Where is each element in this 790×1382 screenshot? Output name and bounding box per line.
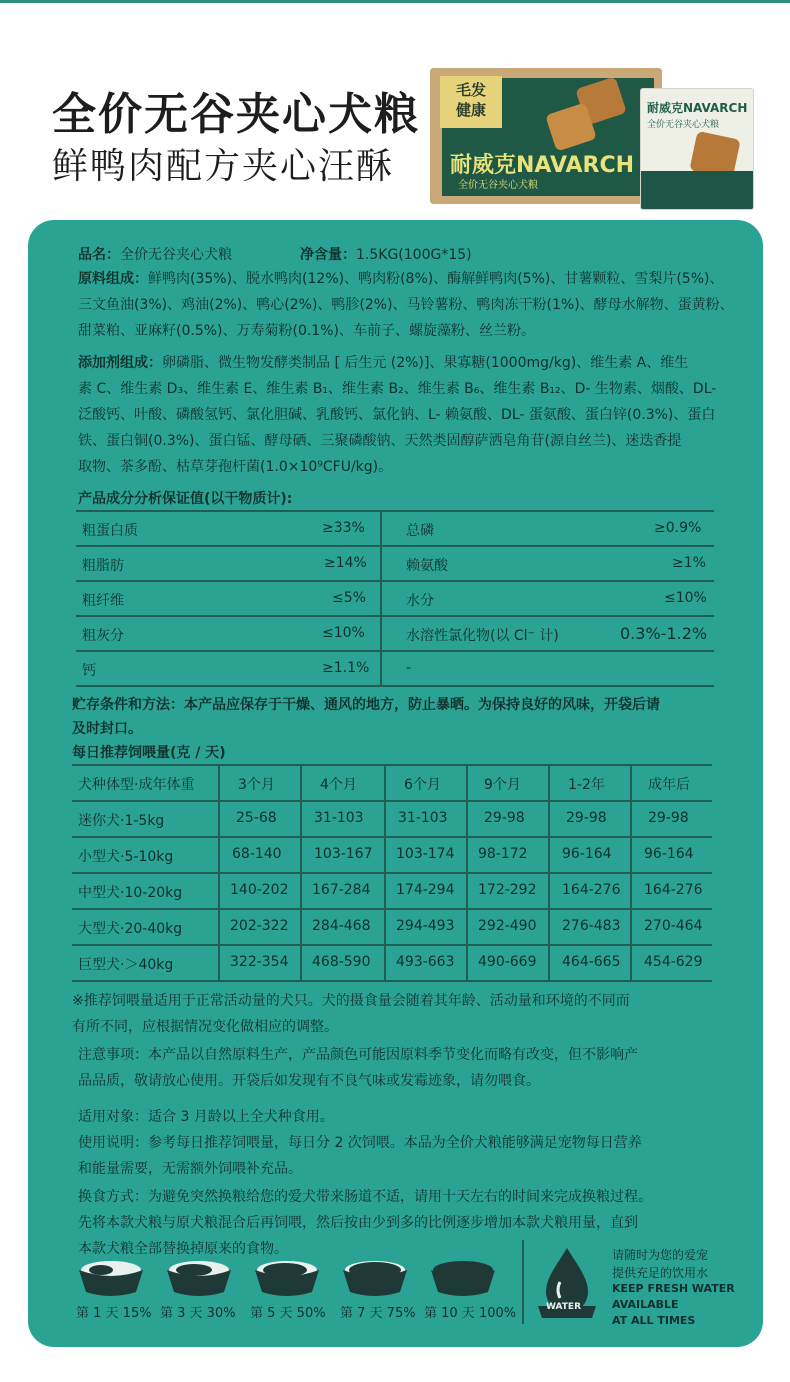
- page-subtitle: 鲜鸭肉配方夹心汪酥: [52, 146, 395, 187]
- feeding-cell: 103-174: [396, 846, 455, 862]
- product-box-image: [430, 68, 662, 204]
- bowl-icon: [252, 1258, 322, 1298]
- feeding-cell: 454-629: [644, 954, 703, 970]
- analysis-label: 粗脂肪: [82, 558, 124, 574]
- feeding-header: 3个月: [238, 777, 275, 793]
- bowl-icon: [164, 1258, 234, 1298]
- analysis-label: 水分: [406, 593, 434, 609]
- feeding-cell: 276-483: [562, 918, 621, 934]
- analysis-value: ≥14%: [324, 555, 367, 571]
- feeding-header: 犬种体型·成年体重: [78, 777, 195, 793]
- bowl-icon: [428, 1258, 498, 1298]
- analysis-value: 0.3%-1.2%: [620, 624, 708, 643]
- feeding-cell: 493-663: [396, 954, 455, 970]
- transition-day-label: 第 7 天 75%: [340, 1306, 416, 1321]
- transition-day-label: 第 1 天 15%: [76, 1306, 152, 1321]
- feeding-header: 9个月: [484, 777, 521, 793]
- ingredients-line: 原料组成：鲜鸭肉(35%)、脱水鸭肉(12%)、鸭肉粉(8%)、酶解鲜鸭肉(5%)、甘薯颗粒、雪梨片(5%)、: [78, 271, 724, 287]
- water-text: AT ALL TIMES: [612, 1314, 696, 1327]
- feeding-header: 4个月: [320, 777, 357, 793]
- target-note: 适用对象：适合 3 月龄以上全犬种食用。: [78, 1109, 334, 1125]
- feeding-cell: 68-140: [232, 846, 282, 862]
- feeding-cell: 31-103: [314, 810, 364, 826]
- ingredients-line: 甜菜粕、亚麻籽(0.5%)、万寿菊粉(0.1%)、车前子、螺旋藻粉、丝兰粉。: [78, 323, 535, 339]
- feeding-cell: 小型犬·5-10kg: [78, 849, 174, 865]
- feeding-header: 6个月: [404, 777, 441, 793]
- analysis-label: 赖氨酸: [406, 558, 448, 574]
- feeding-cell: 140-202: [230, 882, 289, 898]
- transition-note: 本款犬粮全部替换掉原来的食物。: [78, 1241, 288, 1257]
- transition-day-label: 第 3 天 30%: [160, 1306, 236, 1321]
- top-accent-line: [0, 0, 790, 3]
- usage-note: 和能量需要，无需额外饲喂补充品。: [78, 1161, 302, 1177]
- net-weight-row: 净含量：1.5KG(100G*15): [300, 247, 472, 263]
- water-text: 请随时为您的爱宠: [612, 1248, 709, 1262]
- analysis-value: ≤10%: [664, 590, 707, 606]
- analysis-value: ≥1.1%: [322, 660, 370, 676]
- feeding-note: ※推荐饲喂量适用于正常活动量的犬只。犬的摄食量会随着其年龄、活动量和环境的不同而: [72, 993, 630, 1009]
- page-title: 全价无谷夹心犬粮: [52, 89, 420, 140]
- product-bag-image: [640, 88, 754, 210]
- caution-note: 品品质，敬请放心使用。开袋后如发现有不良气味或发霉迹象，请勿喂食。: [78, 1073, 540, 1089]
- feeding-cell: 大型犬·20-40kg: [78, 921, 183, 937]
- bowl-icon: [76, 1258, 146, 1298]
- usage-note: 使用说明：参考每日推荐饲喂量，每日分 2 次饲喂。本品为全价犬粮能够满足宠物每日营养: [78, 1135, 642, 1151]
- feeding-cell: 29-98: [566, 810, 607, 826]
- analysis-label: 粗灰分: [82, 628, 124, 644]
- additives-line: 添加剂组成：卵磷脂、微生物发酵类制品 [ 后生元 (2%)]、果寡糖(1000mg/kg)、维生素 A、维生: [78, 355, 689, 371]
- analysis-label: 总磷: [406, 523, 434, 539]
- transition-day-label: 第 10 天 100%: [424, 1306, 517, 1321]
- analysis-label: 水溶性氯化物(以 Cl⁻ 计): [406, 628, 559, 644]
- product-name-row: 品名：全价无谷夹心犬粮: [78, 247, 232, 263]
- analysis-label: 粗蛋白质: [82, 523, 138, 539]
- analysis-value: ≥33%: [322, 520, 365, 536]
- analysis-label: 钙: [82, 663, 96, 679]
- feeding-cell: 464-665: [562, 954, 621, 970]
- transition-day-label: 第 5 天 50%: [250, 1306, 326, 1321]
- analysis-value: ≥0.9%: [654, 520, 702, 536]
- feeding-cell: 迷你犬·1-5kg: [78, 813, 165, 829]
- water-text: KEEP FRESH WATER: [612, 1282, 735, 1295]
- feeding-header: 成年后: [648, 777, 690, 793]
- box-brand: 耐威克NAVARCH: [450, 153, 635, 178]
- feeding-cell: 中型犬·10-20kg: [78, 885, 183, 901]
- feeding-cell: 322-354: [230, 954, 289, 970]
- feeding-cell: 468-590: [312, 954, 371, 970]
- caution-note: 注意事项：本产品以自然原料生产，产品颜色可能因原料季节变化而略有改变，但不影响产: [78, 1047, 638, 1063]
- additives-line: 铁、蛋白铜(0.3%)、蛋白锰、酵母硒、三聚磷酸钠、天然类固醇萨洒皂角苷(源自丝兰)、迷迭香提: [78, 433, 682, 449]
- feeding-cell: 174-294: [396, 882, 455, 898]
- water-text: AVAILABLE: [612, 1298, 679, 1311]
- feeding-cell: 270-464: [644, 918, 703, 934]
- water-label: WATER: [546, 1302, 582, 1312]
- analysis-title: 产品成分分析保证值(以干物质计):: [78, 491, 293, 507]
- analysis-value: ≤10%: [322, 625, 365, 641]
- additives-line: 泛酸钙、叶酸、磷酸氢钙、氯化胆碱、乳酸钙、氯化钠、L- 赖氨酸、DL- 蛋氨酸、蛋白锌(0.3%)、蛋白: [78, 407, 716, 423]
- feeding-cell: 294-493: [396, 918, 455, 934]
- feeding-cell: 292-490: [478, 918, 537, 934]
- transition-note: 换食方式：为避免突然换粮给您的爱犬带来肠道不适，请用十天左右的时间来完成换粮过程。: [78, 1189, 652, 1205]
- feeding-cell: 202-322: [230, 918, 289, 934]
- feeding-header: 1-2年: [568, 777, 605, 793]
- feeding-note: 有所不同，应根据情况变化做相应的调整。: [72, 1019, 338, 1035]
- feeding-cell: 167-284: [312, 882, 371, 898]
- analysis-label: 粗纤维: [82, 593, 124, 609]
- feeding-cell: 164-276: [562, 882, 621, 898]
- feeding-cell: 25-68: [236, 810, 277, 826]
- feeding-cell: 164-276: [644, 882, 703, 898]
- bag-brand: 耐威克NAVARCH: [647, 101, 748, 115]
- feeding-cell: 96-164: [562, 846, 612, 862]
- feeding-cell: 172-292: [478, 882, 537, 898]
- storage-line: 贮存条件和方法：本产品应保存于干燥、通风的地方，防止暴晒。为保持良好的风味，开袋后请: [72, 697, 660, 713]
- feeding-cell: 103-167: [314, 846, 373, 862]
- water-text: 提供充足的饮用水: [612, 1266, 709, 1280]
- analysis-value: ≥1%: [672, 555, 706, 571]
- divider: [522, 1240, 524, 1324]
- feeding-title: 每日推荐饲喂量(克 / 天): [72, 745, 226, 761]
- feeding-cell: 490-669: [478, 954, 537, 970]
- feeding-cell: 29-98: [484, 810, 525, 826]
- feeding-cell: 96-164: [644, 846, 694, 862]
- additives-line: 素 C、维生素 D₃、维生素 E、维生素 B₁、维生素 B₂、维生素 B₆、维生素 B₁₂、D- 生物素、烟酸、DL-: [78, 381, 717, 397]
- additives-line: 取物、茶多酚、枯草芽孢杆菌(1.0×10⁹CFU/kg)。: [78, 459, 393, 475]
- analysis-label: -: [406, 660, 412, 676]
- transition-note: 先将本款犬粮与原犬粮混合后再饲喂，然后按由少到多的比例逐步增加本款犬粮用量，直到: [78, 1215, 638, 1231]
- analysis-value: ≤5%: [332, 590, 366, 606]
- feeding-cell: 31-103: [398, 810, 448, 826]
- ingredients-line: 三文鱼油(3%)、鸡油(2%)、鸭心(2%)、鸭胗(2%)、马铃薯粉、鸭肉冻干粉(1%)、酵母水解物、蛋黄粉、: [78, 297, 734, 313]
- water-drop-icon: [534, 1244, 600, 1324]
- storage-line: 及时封口。: [72, 721, 142, 737]
- feeding-cell: 29-98: [648, 810, 689, 826]
- bag-subtitle: 全价无谷夹心犬粮: [647, 120, 720, 130]
- feeding-cell: 巨型犬·＞40kg: [78, 957, 174, 973]
- box-badge: 毛发 健康: [440, 76, 502, 128]
- feeding-cell: 98-172: [478, 846, 528, 862]
- feeding-cell: 284-468: [312, 918, 371, 934]
- bowl-icon: [340, 1258, 410, 1298]
- box-subtitle: 全价无谷夹心犬粮: [458, 180, 538, 191]
